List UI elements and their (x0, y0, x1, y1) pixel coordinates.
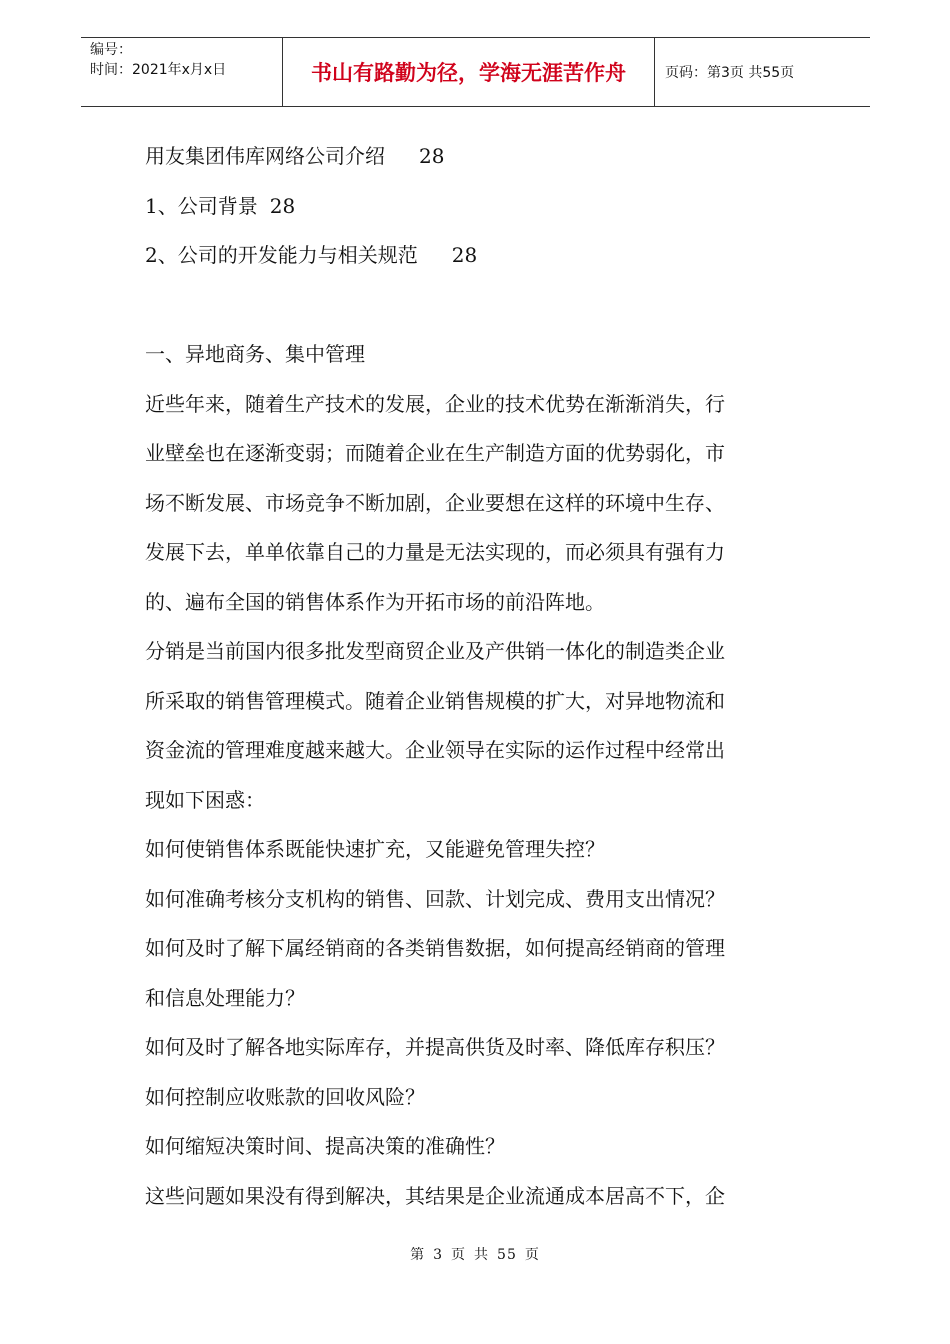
body-line: 场不断发展、市场竞争不断加剧，企业要想在这样的环境中生存、 (145, 490, 725, 515)
time-label: 时间：2021年x月x日 (90, 62, 227, 78)
header-meta (81, 38, 283, 106)
toc-entry-text: 2、公司的开发能力与相关规范 (145, 243, 418, 267)
document-body (145, 132, 810, 1221)
footer-prefix: 第 (410, 1247, 426, 1263)
header-page-info: 页码：第3页 共55页 (665, 65, 795, 81)
page-header (81, 37, 870, 107)
toc-entry-page: 28 (451, 243, 478, 267)
body-line: 的、遍布全国的销售体系作为开拓市场的前沿阵地。 (145, 589, 605, 614)
toc-entry-page: 28 (419, 144, 445, 168)
body-line: 现如下困惑： (145, 787, 265, 812)
toc-entry-page: 28 (269, 193, 296, 218)
body-line: 如何使销售体系既能快速扩充，又能避免管理失控？ (145, 837, 605, 861)
body-line: 资金流的管理难度越来越大。企业领导在实际的运作过程中经常出 (145, 738, 725, 762)
toc-entry-text: 1、公司背景 (145, 193, 258, 218)
body-line: 业壁垒也在逐渐变弱；而随着企业在生产制造方面的优势弱化，市 (145, 441, 725, 465)
body-line: 如何准确考核分支机构的销售、回款、计划完成、费用支出情况？ (145, 886, 725, 911)
body-line: 如何及时了解各地实际库存，并提高供货及时率、降低库存积压？ (145, 1035, 725, 1059)
footer-page-word: 页 (451, 1247, 467, 1263)
page-footer (0, 1244, 950, 1264)
toc-entry (145, 231, 810, 281)
number-label: 编号： (90, 42, 132, 58)
body-line: 如何及时了解下属经销商的各类销售数据，如何提高经销商的管理 (145, 936, 725, 960)
body-line: 近些年来，随着生产技术的发展，企业的技术优势在渐渐消失，行 (145, 391, 725, 416)
body-line: 如何控制应收账款的回收风险？ (145, 1084, 425, 1109)
footer-suffix: 页 (524, 1247, 540, 1263)
toc-entry (145, 182, 810, 232)
footer-total-label: 共 (474, 1247, 490, 1263)
footer-page-number: 3 (433, 1247, 444, 1263)
footer-total-pages: 55 (497, 1247, 517, 1263)
section-title: 一、异地商务、集中管理 (145, 342, 365, 366)
spacer (145, 281, 810, 331)
body-line: 发展下去，单单依靠自己的力量是无法实现的，而必须具有强有力 (145, 540, 725, 564)
body-line: 和信息处理能力？ (145, 985, 305, 1010)
body-line: 所采取的销售管理模式。随着企业销售规模的扩大，对异地物流和 (145, 688, 725, 713)
body-line: 如何缩短决策时间、提高决策的准确性？ (145, 1134, 505, 1158)
toc-entry-text: 用友集团伟库网络公司介绍 (145, 144, 385, 168)
toc-entry (145, 132, 810, 182)
header-motto: 书山有路勤为径，学海无涯苦作舟 (283, 38, 655, 106)
body-line: 这些问题如果没有得到解决，其结果是企业流通成本居高不下，企 (145, 1183, 725, 1208)
body-line: 分销是当前国内很多批发型商贸企业及产供销一体化的制造类企业 (145, 639, 725, 663)
